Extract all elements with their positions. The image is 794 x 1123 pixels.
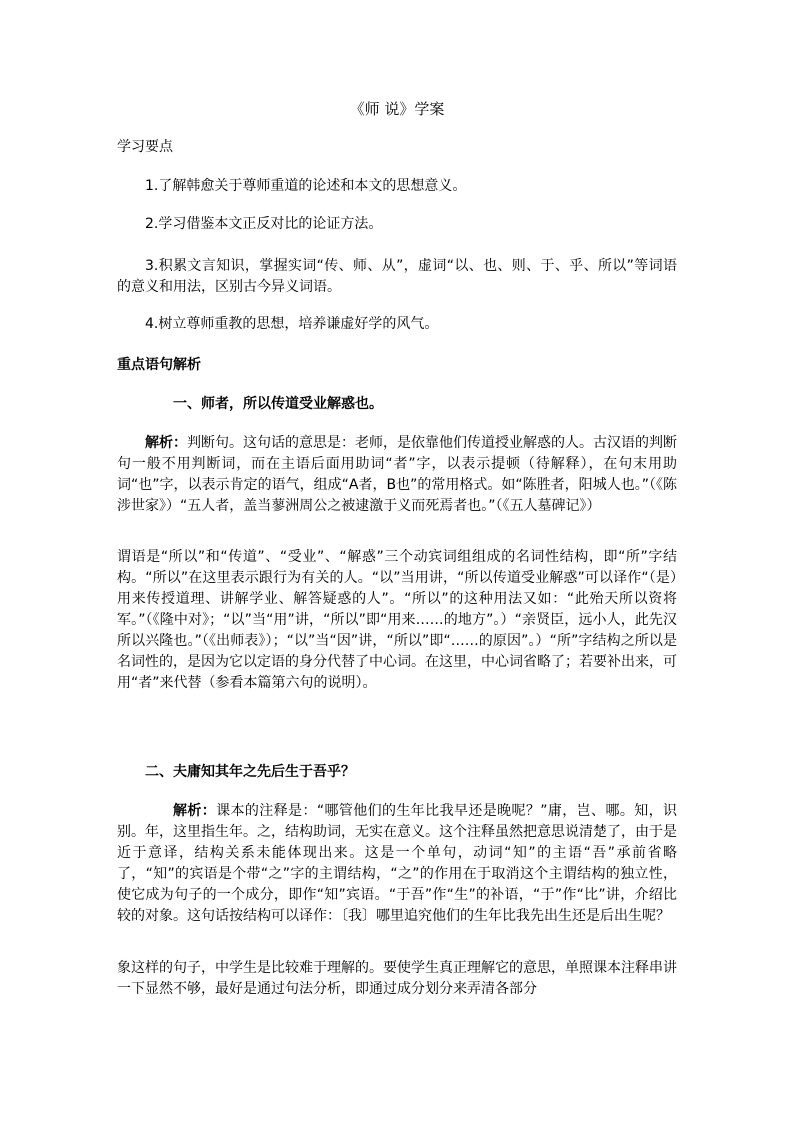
item-2-analysis bbox=[117, 801, 677, 927]
goal-item-1: 1.了解韩愈关于尊师重道的论述和本文的思想意义。 bbox=[145, 178, 467, 194]
goal-item-3: 3.积累文言知识，掌握实词“传、师、从”，虚词“以、也、则、于、乎、所以”等词语的意义和用法，区别古今异义词语。 bbox=[117, 258, 677, 295]
item-1-analysis-text: 判断句。这句话的意思是：老师，是依靠他们传道授业解惑的人。古汉语的判断句一般不用判断词，而在主语后面用助词“者”字，以表示提顿（待解释），在句末用助词“也”字，以表示肯定的语气，组成“A者，B也”的常用格式。如“陈胜者，阳城人也。”（《陈涉世家》）“五人者，盖当蓼洲周公之被逮激于义而死焉者也。”（《五人墓碑记》） bbox=[117, 435, 677, 514]
goal-item-2: 2.学习借鉴本文正反对比的论证方法。 bbox=[145, 216, 383, 232]
goal-item-4: 4.树立尊师重教的思想，培养谦虚好学的风气。 bbox=[145, 316, 439, 332]
item-2-heading: 二、夫庸知其年之先后生于吾乎？ bbox=[145, 764, 355, 780]
item-2-explanation: 象这样的句子，中学生是比较难于理解的。要使学生真正理解它的意思，单照课本注释串讲一下显然不够，最好是通过句法分析，即通过成分划分来弄清各部分 bbox=[117, 960, 677, 997]
section-heading-analysis: 重点语句解析 bbox=[117, 357, 201, 373]
item-1-heading: 一、师者，所以传道受业解惑也。 bbox=[173, 396, 383, 412]
item-1-analysis bbox=[117, 433, 677, 517]
analysis-label: 解析： bbox=[145, 435, 187, 451]
section-heading-goals: 学习要点 bbox=[117, 139, 173, 155]
item-1-explanation: 谓语是“所以”和“传道”、“受业”、“解惑”三个动宾词组组成的名词性结构，即“所”字结构。“所以”在这里表示跟行为有关的人。“以”当用讲，“所以传道受业解惑”可以译作“（是）用来传授道理、讲解学业、解答疑惑的人”。“所以”的这种用法又如：“此殆天所以资将军。”（《隆中对》；“以”当“用”讲，“所以”即“用来……的地方”。）“亲贤臣，远小人，此先汉所以兴隆也。”（《出师表》）；“以”当“因”讲，“所以”即“……的原因”。）“所”字结构之所以是名词性的，是因为它以定语的身分代替了中心词。在这里，中心词省略了；若要补出来，可用“者”来代替（参看本篇第六句的说明）。 bbox=[117, 549, 677, 691]
item-2-analysis-text: 课本的注释是：“哪管他们的生年比我早还是晚呢？”庸，岂、哪。知，识别。年，这里指生年。之，结构助词，无实在意义。这个注释虽然把意思说清楚了，由于是近于意译，结构关系未能体现出来。这是一个单句，动词“知”的主语“吾”承前省略了，“知”的宾语是个带“之”字的主谓结构，“之”的作用在于取消这个主谓结构的独立性，使它成为句子的一个成分，即作“知”宾语。“于吾”作“生”的补语，“于”作“比”讲，介绍比较的对象。这句话按结构可以译作：〔我〕哪里追究他们的生年比我先出生还是后出生呢？ bbox=[117, 803, 677, 924]
analysis-label: 解析： bbox=[173, 803, 217, 819]
document-title: 《师 说》学案 bbox=[349, 100, 445, 118]
